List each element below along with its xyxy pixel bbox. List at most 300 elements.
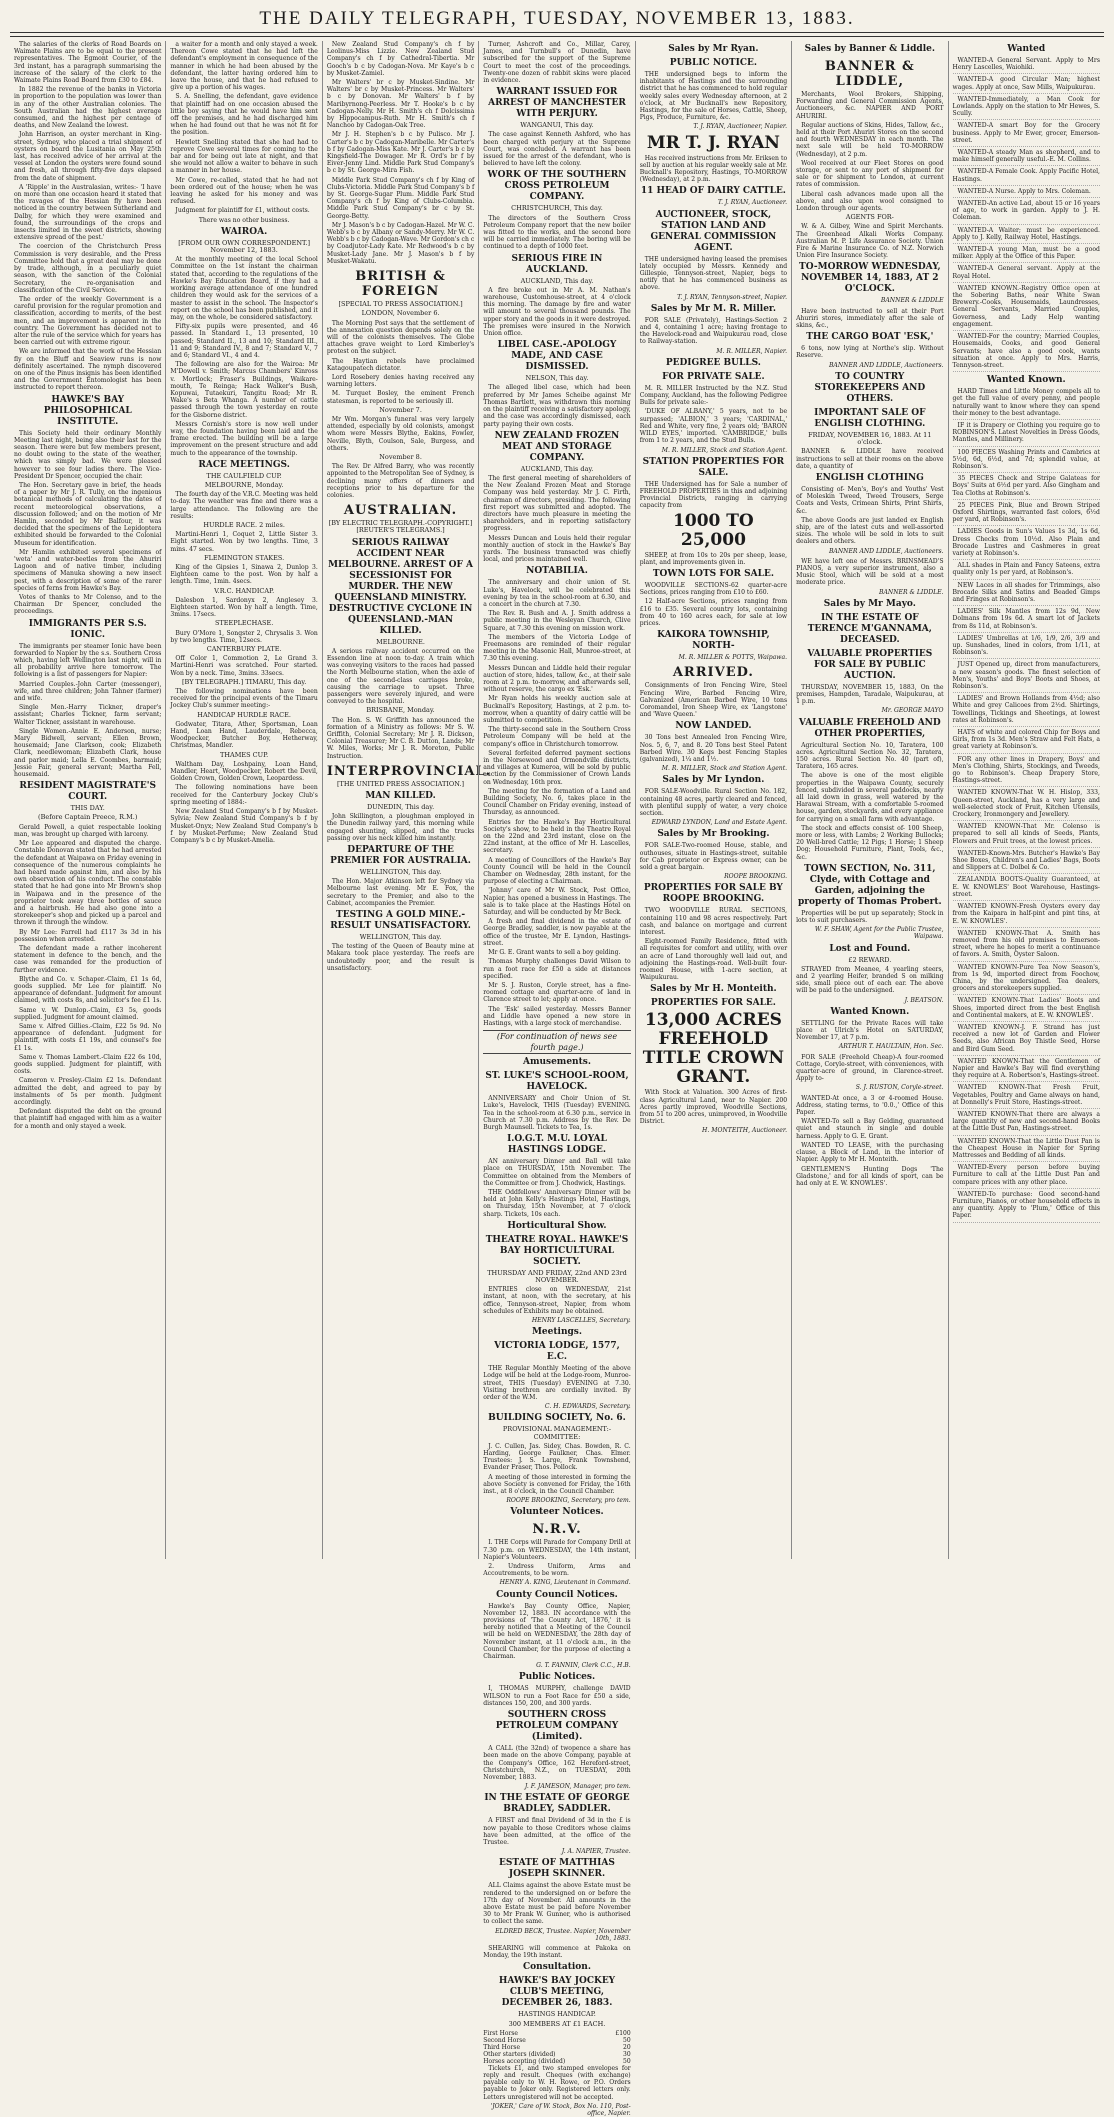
prize-amount: 50 [623, 2036, 631, 2044]
signature: J. BEATSON. [904, 996, 944, 1004]
section-heading: PROPERTIES FOR SALE. [650, 998, 776, 1009]
article-paragraph: Single Men.-Harry Tickner, draper's assistant; Charles Tickner, farm servant; Walter Tickner, assistant in warehouse. [14, 704, 162, 726]
subheading: (Before Captain Preece, R.M.) [38, 813, 138, 822]
article-paragraph: Mr J. Mason's b c by Cadogan-Hazel. Mr W. C. Webb's b c by Albany or Sandy-Merry. Mr W. C. Webb's b c by Cadogan-Wave. Mr Gordon's ch c by Coadjutor-Lady Kate. Mr Redwood's b c by Musket-Lady Jane. Mr J. Mason's b f by Musket-Wakatu. [326, 221, 475, 265]
section-heading: STATION PROPERTIES FOR SALE. [642, 456, 785, 478]
signature: BANNER & LIDDLE [880, 297, 944, 305]
article-paragraph: The anniversary and choir union of St. Luke's, Havelock, will be celebrated this evening by tea in the school-room at 6.30, and a concert in the church at 7.30. [483, 579, 631, 608]
section-heading: LIBEL CASE.-APOLOGY MADE, AND CASE DISMISSED. [497, 340, 617, 373]
signature: ARTHUR T. HAULTAIN, Hon. Sec. [838, 1043, 944, 1051]
article-paragraph: 2. Undress Uniform, Arms and Accoutrements, to be worn. [483, 1563, 631, 1578]
article-paragraph: Martini-Henri 1, Coquet 2, Little Sister 3. Eight started. Won by two lengths. Time, 3 mins. 47 secs. [170, 531, 318, 553]
article-paragraph: This Society held their ordinary Monthly Meeting last night, being also their last for the season. There were but few members present, no doubt owing to the state of the weather, which was simply bad. We were pleased however to see four ladies there. The Vice-President Dr Spencer, occupied the chair. [14, 429, 162, 480]
article-paragraph: King of the Gipsies 1, Sinawa 2, Dunlop 3. Eighteen came to the post. Won by half a length. Time, 1min. 4secs. [170, 564, 318, 586]
article-paragraph: THE Oddfellows' Anniversary Dinner will be held at John Kelly's Hastings Hotel, Hastings, on Thursday, 15th November, at 7 o'clock sharp. Tickets, 10s each. [483, 1188, 631, 1218]
article-paragraph: Regular auctions of Skins, Hides, Tallow, &c., held at their Port Ahuriri Stores on the second and fourth WEDNESDAY in each month. The next sale will be held TO-MORROW (Wednesday), at 2 p.m. [796, 121, 944, 158]
subheading: AUCKLAND, This day. [520, 276, 594, 285]
section-heading: THEATRE ROYAL. HAWKE'S BAY HORTICULTURAL SOCIETY. [485, 1234, 629, 1267]
article-paragraph: THE Undersigned has for Sale a number of FREEHOLD PROPERTIES in this and adjoining Provincial Districts, ranging in carrying capacity from [639, 480, 788, 510]
subheading: HANDICAP HURDLE RACE. [197, 710, 291, 719]
wanted-ad: IF it is Drapery or Clothing you require go to ROBINSON'S. Latest Novelties in Dress Goods, Mantles, and Millinery. [953, 422, 1100, 447]
section-heading: DEPARTURE OF THE PREMIER FOR AUSTRALIA. [330, 845, 471, 867]
article-paragraph: Votes of thanks to Mr Colenso, and to the Chairman Dr Spencer, concluded the proceedings. [14, 594, 162, 616]
section-heading: PEDIGREE BULLS. [665, 357, 761, 368]
article-paragraph: Hewlett Snelling stated that she had had to reprove Cowe several times for coming to the bar and for being out late at night, and that she would not allow a waiter to behave in such a manner in her house. [170, 138, 318, 175]
article-paragraph: A 'Ripple' in the Australasian, writes:- 'I have on more than one occasion heard it stated that the ravages of the Hessian fly have been noticed in the country between Sutherland and Dalby, for which they were examined and found, the surroundings of the crops and insects limited in the sweet districts, showing extensive spread of the pest.' [14, 183, 162, 242]
columns [10, 41, 1104, 2117]
article-paragraph: A fire broke out in Mr A. M. Nathan's warehouse, Customhouse-street, at 4 o'clock this morning. The damage by fire and water will amount to several thousand pounds. The upper story and the goods in it were destroyed. The premises were insured in the Norwich Union office. [483, 286, 631, 338]
section-heading: HAWKE'S BAY JOCKEY CLUB'S MEETING, DECEMBER 26, 1883. [498, 1976, 616, 2009]
signature: HENRY LASCELLES, Secretary. [531, 1316, 631, 1324]
article-paragraph: New Zealand Stud Company's ch f by Leolinus-Miss Lizzie. New Zealand Stud Company's ch f by Cathedral-Tibertia. Mr Gooch's b c by Cadogan-Nova. Mr Kaye's b c by Musket-Zamiel. [326, 41, 475, 77]
wanted-ad: ALL shades in Plain and Fancy Sateens, extra quality only 1s per yard, at Robinson's. [953, 562, 1100, 579]
section-heading: SERIOUS RAILWAY ACCIDENT NEAR MELBOURNE. ARREST OF A SECESSIONIST FOR MURDER. THE NEW QUEENSLAND MINISTRY. DESTRUCTIVE CYCLONE IN QUEENSLAND.-MAN KILLED. [328, 537, 474, 636]
column-4 [478, 41, 634, 2117]
article-paragraph: We are informed that the work of the Hessian fly on the Bluff and Seaview runs is now definitely ascertained. The nymph discovered on one of the Pinus insignis has been identified and the Government Entomologist has been instructed to report thereon. [14, 348, 162, 392]
article-paragraph: Mr Walters' br c by Musket-Sindine. Mr Walters' br c by Musket-Princess. Mr Walters' b c by Donovan. Mr Walters' b f by Maribyrnong-Peerless. Mr T. Hooke's b c by Cadogan-Nelly. Mr H. Smith's ch f Dolcissima by Hippocampus-Ruth. Mr H. Smith's ch f Nanchoo by Cadogan-Oak Tree. [326, 79, 475, 130]
subheading: THURSDAY AND FRIDAY, 22nd AND 23rd NOVEMBER. [487, 1268, 627, 1284]
article-paragraph: AN anniversary Dinner and Ball will take place on THURSDAY, 15th November. The Committee on obtained from the Members of the Committee or from J. Chodwick, Hastings. [483, 1158, 631, 1187]
wanted-ad: LADIES' Umbrellas at 1/6, 1/9, 2/6, 3/9 and up. Sunshades, lined in colors, from 1/11, at Robinson's. [953, 635, 1100, 660]
section-heading: WARRANT ISSUED FOR ARREST OF MANCHESTER WITH PERJURY. [488, 87, 626, 120]
section-heading: PUBLIC NOTICE. [669, 58, 757, 68]
article-paragraph: The 'Esk' sailed yesterday. Messrs Banner and Liddle have opened a new store in Hastings, with a large stock of merchandise. [483, 1005, 631, 1027]
article-paragraph: Eight-roomed Family Residence, fitted with all requisites for comfort and utility, with over an acre of Land thoroughly well laid out, and adjoining the Hastings-road. Well-built four-roomed House, with 1-acre section, at Waipukurau. [639, 938, 788, 982]
section-heading: NEW ZEALAND FROZEN MEAT AND STORAGE COMPANY. [494, 430, 620, 463]
wanted-ad: WANTED-To purchase: Good second-hand Furniture, Pianos, or other household effects in any quantity. Apply to 'Plum,' Office of this Paper. [953, 1191, 1100, 1223]
article-paragraph: A fresh and final dividend in the estate of George Bradley, saddler, is now payable at the office of the trustee, Mr E. Lyndon, Hastings-street. [483, 918, 631, 947]
section-heading: WORK OF THE SOUTHERN CROSS PETROLEUM COMPANY. [487, 170, 627, 203]
article-paragraph: I. THE Corps will Parade for Company Drill at 7.30 p.m. on WEDNESDAY, the 14th instant, Napier's Volunteers. [483, 1539, 631, 1561]
section-heading: I.O.G.T. M.U. LOYAL HASTINGS LODGE. [507, 1134, 607, 1156]
prize-label: Second Horse [483, 2036, 526, 2044]
section-heading: SOUTHERN CROSS PETROLEUM COMPANY (Limited). [495, 1710, 619, 1743]
article-paragraph: Bury O'More 1, Songster 2, Chrysalis 3. Won by two lengths. Time, 12secs. [170, 629, 318, 644]
column-2 [165, 41, 321, 1559]
display-headline: MR T. J. RYAN [646, 132, 780, 153]
wanted-ad: WANTED KNOWN-That the Gentlemen of Napier and Hawke's Bay will find everything they require at A. Robertson's, Hastings-street. [953, 1058, 1100, 1083]
article-paragraph: TWO WOODVILLE RURAL SECTIONS, containing 110 and 98 acres respectively. Part cash, and balance on mortgage and current interest. [639, 907, 788, 937]
subheading: THAMES CUP. [220, 750, 269, 759]
subheading: CANTERBURY PLATE. [206, 645, 282, 654]
prize-amount: 50 [623, 2057, 631, 2065]
subheading: [BY TELEGRAPH.] TIMARU, This day. [182, 677, 307, 686]
subheading: MELBOURNE, Monday. [204, 480, 284, 489]
article-paragraph: A FIRST and final Dividend of 3d in the £ is now payable to those Creditors whose claims have been admitted, at the office of the Trustee. [483, 1817, 631, 1846]
wanted-ad: WANTED-For the country; Married Couples, Housemaids, Cooks, and good General Servants; have also a good cook, wants situation at once. Apply to Mrs. Harris, Tennyson-street. [953, 333, 1100, 372]
continuation-note: (For continuation of news see fourth page.) [483, 1030, 630, 1054]
centered-line: There was no other business. [198, 216, 290, 224]
article-paragraph: The following are also for the Wairoa: Mr M'Dowell v. Smith; Marcus Chambers' Kinross v. Mortlock; Fraser's Buildings, Waikare-mouth, Te Reinga; Hack Walker's Bush, Kopuwai, Tutaekuri, Tangitu Road; Mr R. Wake's s Beta Whanga. A number of cattle passed through the town yesterday en route for the Gisborne district. [170, 361, 318, 419]
article-paragraph: Mr J. H. Stephen's b c by Pulisco. Mr J. Carter's b c by Cadogan-Maribelle. Mr Carter's b f by Cadogan-Miss Kate. Mr J. Carter's b c by Kingsfield-The Dowager. Mr R. Ord's br f by Eiver-Jenny Lind. Middle Park Stud Company's b c by St. George-Mira Fish. [326, 131, 475, 175]
display-headline: 1000 TO 25,000 [673, 510, 754, 550]
section-heading: Horticultural Show. [507, 1220, 607, 1231]
signature: BANNER AND LIDDLE, Auctioneers. [828, 547, 944, 555]
section-heading: Wanted [1007, 44, 1046, 54]
subheading: WANGANUI, This day. [520, 121, 594, 130]
article-paragraph: Properties will be put up separately; Stock in lots to suit purchasers. [796, 909, 944, 925]
wanted-ad: WANTED KNOWN-That W. H. Hislop, 333, Queen-street, Auckland, has a very large and well-selected stock of Fruit, Kitchen Utensils, Crockery, Ironmongery and Jewellery. [953, 789, 1100, 821]
article-paragraph: Gerald Powell, a quiet respectable looking man, was brought up charged with larceny. [14, 823, 162, 838]
article-paragraph: FOR SALE (Freehold Cheap)-A four-roomed Cottage, Coryle-street, with conveniences, with quarter-acre of ground, in Clarence-street. Apply to- [796, 1053, 944, 1083]
article-paragraph: Mr Lee appeared and disputed the charge. Constable Donovan stated that he had arrested the defendant at Waipawa on Friday evening in consequence of the numerous complaints he had heard made against him, and also by his own observation of his conduct. The constable stated that he had gone into Mr Brown's shop in Waipawa and in the presence of the proprietor took away three bottles of sauce and a hairbrush. He had also gone into a storekeeper's shop and picked up a parcel and thrown it through the window. [14, 840, 162, 927]
prize-label: Third Horse [483, 2043, 521, 2051]
article-paragraph: Same v. Thomas Lambert.-Claim £22 6s 10d, goods supplied. Judgment for plaintiff, with costs. [14, 1053, 162, 1076]
wanted-ad: HATS of white and colored Chip for Boys and Girls, from 1s 3d. Men's Straw and Felt Hats, a great variety at Robinson's. [953, 729, 1100, 754]
signature: T. J. RYAN, Auctioneer. [717, 199, 788, 207]
section-heading: TOWN SECTION, No. 311, Clyde, with Cottage and Garden, adjoining the property of Thomas Probert. [797, 863, 942, 907]
article-paragraph: The case against Kenneth Ashford, who has been charged with perjury at the Supreme Court, was concluded. A warrant has been issued for the arrest of the defendant, who is believed to have left the colony. [483, 131, 631, 168]
wanted-ad: LADIES' Silk Mantles from 12s 9d, New Dolmans from 19s 6d. A smart lot of Jackets from 8s 11d, at Robinson's. [953, 608, 1100, 633]
article-paragraph: SHEEP, at from 10s to 20s per sheep, lease, plant, and improvements given in. [639, 551, 788, 566]
article-paragraph: Mr Hamlin exhibited several specimens of 'weta' and water-beetles from the Ahuriri Lagoon and of native timber, including specimens of Manuka showing a new insect pest, with a description of some of the rarer species of ferns from Hawke's Bay. [14, 548, 162, 592]
section-heading: Sales by Mr H. Monteith. [650, 984, 777, 995]
article-paragraph: Consignments of Iron Fencing Wire, Steel Fencing Wire, Barbed Fencing Wire, Galvanized (American Barbed Wire, 10 tons Coromandel, Iron Sheep Wire, ex 'Langstone' and 'Wave Queen.' [639, 682, 788, 719]
article-paragraph: THE undersigned begs to inform the inhabitants of Hastings and the surrounding district that he has commenced to hold regular weekly sales every Wednesday afternoon, at 2 o'clock, at Mr Bucknall's new Repository, Hastings, for the sale of Horses, Cattle, Sheep, Pigs, Produce, Furniture, &c. [639, 71, 788, 122]
section-heading: ST. LUKE'S SCHOOL-ROOM, HAVELOCK. [485, 1071, 629, 1093]
article-paragraph: Middle Park Stud Company's ch f by King of Clubs-Victoria. Middle Park Stud Company's b f by St. George-Sugar Plum. Middle Park Stud Company's ch f by King of Clubs-Columbia. Middle Park Stud Company's br c by St. George-Betty. [326, 176, 475, 220]
section-heading: PROPERTIES FOR SALE BY ROOPE BROOKING. [643, 883, 783, 905]
article-paragraph: Mr Cowe, re-called, stated that he had not been ordered out of the house; when he was leaving he asked for his money and was refused. [170, 176, 318, 206]
section-heading: IMMIGRANTS PER S.S. IONIC. [28, 618, 147, 640]
section-heading: BUILDING SOCIETY, No. 6. [488, 1413, 626, 1424]
article-paragraph: S. A. Snelling, the defendant, gave evidence that plaintiff had on one occasion abused the little boy saying that he would have him sent off the premises, and he had discharged him when he had found out that he was not fit for the position. [170, 93, 318, 137]
subheading: [BY ELECTRIC TELEGRAPH.-COPYRIGHT.] [REUTER'S TELEGRAMS.] [328, 519, 473, 535]
subheading: BRISBANE, Monday. [366, 706, 435, 715]
article-paragraph: Cameron v. Presley.-Claim £2 1s. Defendant admitted the debt, and agreed to pay by instalments of 5s per month. Judgment accordingly. [14, 1077, 162, 1106]
signature: S. J. RUSTON, Coryle-street. [855, 1084, 944, 1092]
article-paragraph: Liberal cash advances made upon all the above, and also upon wool consigned to London through our agents. [796, 190, 944, 213]
wanted-ad: WANTED-Every person before buying Furniture to call at the Little Dust Pan and compare prices with any other place. [953, 1164, 1100, 1189]
signature: H. MONTEITH, Auctioneer. [702, 1127, 788, 1135]
prize-row [483, 2044, 630, 2051]
wanted-ad: WANTED KNOWN-That Ladies' Boots and Shoes, imported direct from the best English and Continental makers, at E. W. KNOWLES'. [953, 997, 1100, 1022]
article-paragraph: a waiter for a month and only stayed a week. Thereon Cowe stated that he had left the defendant's employment in consequence of the manner in which he had been abused by the defendant, the latter having ordered him to leave the house, and that he had refused to give up a portion of his wages. [170, 41, 318, 92]
article-paragraph: The Haytian rebels have proclaimed Katagoupatech dictator. [326, 357, 475, 372]
article-paragraph: Blythe and Co. v. Schaper.-Claim, £1 1s 6d, goods supplied. Mr Lee for plaintiff. No appearance of defendant. Judgment for amount claimed, with costs 8s, and solicitor's fee £1 1s. [14, 975, 162, 1005]
section-heading: IN THE ESTATE OF TERENCE M'GANNAMA, DECEASED. [807, 612, 932, 645]
subheading: AGENTS FOR- [845, 213, 894, 222]
column-7 [948, 41, 1104, 1559]
signature: M. R. MILLER, Stock and Station Agent. [661, 765, 788, 773]
column-5 [635, 41, 791, 1559]
wanted-ad: WANTED-A General Servant. Apply to Mrs Henry Lascelles, Waiohiki. [953, 57, 1100, 74]
wanted-ad: 100 PIECES Washing Prints and Cambrics at 5½d, 6d, 6½d, and 7d; splendid value, at Robinson's. [953, 449, 1100, 474]
article-paragraph: W. & A. Gilbey, Wine and Spirit Merchants. The Greenhead Alkali Works Company. Australian M. P. Life Assurance Society. Union Fire & Marine Insurance Co. of N.Z. Norwich Union Fire Insurance Society. [796, 223, 944, 260]
article-paragraph: GENTLEMEN'S Hunting Dogs 'The Gladstone,' and for all kinds of sport, can be had only at E. W. KNOWLES'. [796, 1165, 944, 1187]
subheading: NELSON, This day. [525, 374, 589, 383]
signature: ROOPE BROOKING, Secretary, pro tem. [506, 1497, 631, 1505]
section-heading: WAIROA. [221, 226, 268, 237]
prize-row [483, 2030, 630, 2037]
prize-row [483, 2051, 630, 2058]
subheading: £2 REWARD. [848, 955, 892, 964]
wanted-ad: WANTED-A Nurse. Apply to Mrs. Coleman. [953, 188, 1100, 198]
section-heading: RACE MEETINGS. [198, 459, 290, 470]
article-paragraph: New Zealand Stud Company's b f by Musket-Sylvia; New Zealand Stud Company's b f by Musket-Onyx; New Zealand Stud Company's b f by Musket-Perfume; New Zealand Stud Company's b c by Musket-Amelia. [170, 808, 318, 844]
section-heading: HAWKE'S BAY PHILOSOPHICAL INSTITUTE. [43, 394, 132, 427]
article-paragraph: ANNIVERSARY and Choir Union of St. Luke's, Havelock, THIS (Tuesday) EVENING. Tea in the school-room at 6.30 p.m., service in Church at 7.30 p.m. Address by the Rev. De Burgh Maunsell. Tickets to Tea, 1s. [483, 1095, 631, 1131]
article-paragraph: The members of the Victoria Lodge of Freemasons are reminded of their regular meeting in the Masonic Hall, Munroe-street, at 7.30 this evening. [483, 633, 631, 663]
article-paragraph: 30 Tons best Annealed Iron Fencing Wire, Nos. 5, 6, 7, and 8. 20 Tons best Steel Patent Barbed Wire. 30 Kegs best Fencing Staples (galvanized), 1¼ and 1½. [639, 734, 788, 763]
wanted-ad: WANTED KNOWN-That Fresh Fruit, Vegetables, Poultry and Game always on hand, at Donnelly's Fruit Store, Hastings-street. [953, 1084, 1100, 1109]
section-heading: NOW LANDED. [675, 721, 752, 732]
article-paragraph: The thirty-second sale in the Southern Cross Petroleum Company will be held at the company's office in Christchurch tomorrow. [483, 726, 631, 748]
display-headline: 13,000 ACRES FREEHOLD TITLE CROWN GRANT. [642, 1010, 784, 1088]
section-heading: Sales by Mr Ryan. [668, 44, 759, 54]
article-paragraph: FOR SALE (Privately), Hastings-Section 2 and 4, containing 1 acre; having frontage to the Havelock-road and Waipukurau road, close to Railway-station. [639, 316, 788, 346]
article-paragraph: The fourth day of the V.R.C. Meeting was held to-day. The weather was fine and there was a large attendance. The following are the results: [170, 491, 318, 520]
article-paragraph: The first general meeting of shareholders of the New Zealand Frozen Meat and Storage Company was held yesterday. Mr J. C. Firth, chairman of directors, presiding. The following first report was submitted and adopted. The directors have much pleasure in meeting the shareholders, and in reporting satisfactory progress. [483, 474, 631, 533]
article-paragraph: Have been instructed to sell at their Port Ahuriri stores, immediately after the sale of skins, &c., [796, 307, 944, 330]
wanted-ad: NEW Laces in all shades for Trimmings, also Brocade Silks and Satins and Beaded Gimps and Fringes at Robinson's. [953, 582, 1100, 607]
article-paragraph: Several forfeited deferred payment sections in the Norsewood and Ormondville districts, and villages at Kumeroa, will be sold by public auction by the Commissioner of Crown Lands on Wednesday, 16th prox. [483, 749, 631, 786]
article-paragraph: The Rev. R. Bush and A. J. Smith address a public meeting in the Wesleyan Church, Clive Square, at 7.30 this evening on mission work. [483, 610, 631, 632]
section-heading: Volunteer Notices. [510, 1507, 604, 1518]
signature: G. T. FANNIN, Clerk C.C., H.B. [536, 1662, 631, 1670]
wanted-ad: WANTED-A young Man, must be a good milker. Apply at the Office of this Paper. [953, 246, 1100, 263]
section-heading: Meetings. [531, 1327, 582, 1338]
wanted-ad: 25 PIECES Pink, Blue and Brown Striped Oxford Shirtings, warranted fast colors, 6½d per yard, at Robinson's. [953, 502, 1100, 527]
section-heading: Sales by Mr Brooking. [657, 829, 770, 840]
section-heading: ENGLISH CLOTHING [815, 472, 924, 483]
wanted-ad: FOR any other lines in Drapery, Boys' and Men's Clothing, Shirts, Stockings, and Tweeds, go to Robinson's. Cheap Drapery Store, Hastings-street. [953, 756, 1100, 788]
article-paragraph: Mr Ryan holds his weekly auction sale at Bucknall's Repository, Hastings, at 2 p.m. to-morrow, when a quantity of dairy cattle will be submitted to competition. [483, 695, 631, 724]
article-paragraph: Merchants, Wool Brokers, Shipping, Forwarding and General Commission Agents, Auctioneers, &c. NAPIER AND PORT AHURIRI. [796, 91, 944, 120]
article-paragraph: A meeting of those interested in forming the above Society is convened for Friday, the 16th inst., at 8 o'clock, in the Council Chamber. [483, 1473, 631, 1496]
article-paragraph: Single Women.-Annie E. Anderson, nurse; Mary Bidwell, servant; Ellen Brown, housemaid; Jane Clarkson, cook; Elizabeth Clark, needlewoman; Elizabeth Clark, house and parlor maid; Lella E. Coombes, barmaid; Jessie Fair, general servant; Martha Fell, housemaid. [14, 727, 162, 779]
signature: BANNER & LIDDLE. [878, 588, 944, 596]
subheading: AUCKLAND, This day. [520, 464, 594, 473]
subheading: MELBOURNE. [376, 637, 425, 646]
section-heading: RESIDENT MAGISTRATE'S COURT. [19, 781, 156, 803]
section-heading: MAN KILLED. [365, 791, 436, 802]
article-paragraph: Messrs Cornish's store is now well under way, the foundation having been laid and the frame erected. The building will be a large improvement on the present structure and add much to the appearance of the township. [170, 420, 318, 457]
section-heading: VALUABLE FREEHOLD AND OTHER PROPERTIES, [798, 717, 941, 739]
wanted-ad: WANTED KNOWN-That Mr. Colenso is prepared to sell all kinds of Seeds, Plants, Flowers and Fruit trees, at the lowest prices. [953, 823, 1100, 848]
article-paragraph: By Mr Lee: Farrell had £117 3s 3d in his possession when arrested. [14, 928, 162, 943]
section-title: AUSTRALIAN. [343, 503, 458, 519]
section-heading: Sales by Mr M. R. Miller. [650, 303, 776, 314]
article-paragraph: Judgment for plaintiff for £1, without costs. [175, 207, 310, 215]
article-paragraph: The meeting for the formation of a Land and Building Society, No. 6, takes place in the Council Chamber on Friday evening, instead of Thursday, as announced. [483, 787, 631, 817]
article-paragraph: A serious railway accident occurred on the Essendon line at noon to-day. A train which was conveying visitors to the races had passed the North Melbourne station, when the axle of one of the second-class carriages broke, causing the carriage to upset. Three passengers were severely injured, and were conveyed to the hospital. [326, 647, 475, 706]
section-heading: SERIOUS FIRE IN AUCKLAND. [511, 253, 603, 275]
wanted-ad: LADIES' and Brown Hollands from 4½d; also White and grey Calicoes from 2½d. Shirtings, Towellings, Tickings and Sheetings, at lowest rates at Robinson's. [953, 695, 1100, 727]
wanted-ad: WANTED-A smart Boy for the Grocery business. Apply to Mr Ewer, grocer, Emerson-street. [953, 122, 1100, 147]
article-paragraph: ALL Claims against the above Estate must be rendered to the undersigned on or before the 17th day of November. All amounts in the above Estate must be paid before November 30 to Mr Frank W. Gunner, who is authorised to collect the same. [483, 1882, 631, 1926]
signature: W. F. SHAW, Agent for the Public Trustee, Waipawa. [814, 926, 944, 941]
signature: C. H. EDWARDS, Secretary. [544, 1403, 631, 1411]
subheading: V.R.C. HANDICAP. [214, 586, 275, 595]
article-paragraph: A meeting of Councillors of the Hawke's Bay County Council will be held in the Council Chamber on Wednesday, 28th instant, for the purpose of electing a Chairman. [483, 856, 631, 886]
article-paragraph: Mr Wm. Morgan's funeral was very largely attended, especially by old colonists, amongst whom were Messrs Blythe, Eakins, Fowler, Neville, Blyth, Coulson, Sale, Burgess, and others. [326, 415, 475, 452]
section-heading: Wanted Known. [830, 1006, 910, 1017]
article-paragraph: In 1882 the revenue of the banks in Victoria in proportion to the population was lower than in any of the other Australian colonies. The South Australian had the highest average consumed, and the highest per centage of deaths, and New Zealand the lowest. [14, 86, 162, 130]
subheading: November 7. [379, 405, 422, 414]
article-paragraph: The salaries of the clerks of Road Boards on Waimate Plains are to be equal to the present representatives. The Egmont Courier, of the 3rd instant, has a paragraph summarising the increase of the salary of the clerk to the Waimate Plains Road Board from £30 to £84. [14, 41, 162, 85]
section-heading: 11 HEAD OF DAIRY CATTLE. [640, 186, 786, 197]
column-3 [322, 41, 492, 1559]
article-paragraph: Mr S. J. Ruston, Coryle street, has a fine-roomed cottage and quarter-acre of land in Clarence street to let; apply at once. [483, 981, 631, 1004]
subheading: HASTINGS HANDICAP. [518, 2010, 596, 2019]
signature: T. J. RYAN, Auctioneer, Napier. [693, 123, 788, 131]
article-paragraph: Godwater, Titara, Ather, Sportsman, Loan Hand, Loan Hand, Lauderdale, Rebecca, Woodpecker, Butcher Boy, Hetherway, Christmas, Mandler. [170, 720, 318, 750]
article-paragraph: The Morning Post says that the settlement of the annexation question depends solely on the will of the colonists themselves. The Globe attaches grave weight to Lord Kimberley's protest on the subject. [326, 319, 475, 356]
article-paragraph: Dalesbon 1, Sardonyx 2, Anglesey 3. Eighteen started. Won by half a length. Time, 3mins. 17secs. [170, 596, 318, 619]
signature: ROOPE BROOKING. [724, 873, 788, 881]
article-paragraph: The defendant made a rather incoherent statement in defence to the bench, and the case was remanded for the production of further evidence. [14, 944, 162, 974]
article-paragraph: Married Couples.-John Carter (messenger), wife, and three children; John Tahner (farmer) and wife. [14, 680, 162, 703]
wanted-ad: WANTED KNOWN-That A. Smith has removed from his old premises to Emerson-street, where he hopes to merit a continuance of favors. A. Smith, Oyster Saloon. [953, 930, 1100, 962]
wanted-ad: ZEALANDIA BOOTS-Quality Guaranteed, at E. W. KNOWLES' Boot Warehouse, Hastings-street. [953, 876, 1100, 901]
prize-table [483, 2030, 630, 2065]
article-paragraph: The following nominations have been received for the Canterbury Jockey Club's spring meeting of 1884:- [170, 784, 318, 806]
signature: ELDRED BECK, Trustee. Napier, November 10th, 1883. [495, 1927, 631, 1942]
article-paragraph: The above Goods are just landed ex English ship, are of the latest cuts and well-assorted sizes. The whole will be sold in lots to suit dealers and others. [796, 516, 944, 546]
wanted-ad: WANTED KNOWN-That the Little Dust Pan is the Cheapest House in Napier for Spring Mattresses and Bedding of all kinds. [953, 1138, 1100, 1163]
prize-label: First Horse [483, 2029, 518, 2037]
signature: BANNER AND LIDDLE, Auctioneers. [828, 361, 944, 369]
section-title: ARRIVED. [672, 665, 754, 681]
article-paragraph: 12 Half-acre Sections, prices ranging from £16 to £35. Several country lots, containing from 40 to 160 acres each, for sale at low prices. [639, 598, 788, 627]
subheading: THIS DAY. [70, 804, 105, 813]
article-paragraph: The stock and effects consist of- 100 Sheep, more or less, with Lambs; 2 Working Bullocks; 20 Well-bred Cattle; 12 Pigs; 1 Horse; 1 Sheep Dog; Household Furniture, Plant, Tools, &c., &c. [796, 824, 944, 861]
article-paragraph: I, THOMAS MURPHY, challenge DAVID WILSON to run a Foot Race for £50 a side, distances 150, 200, and 300 yards. [483, 1685, 631, 1707]
subheading: STEEPLECHASE. [214, 619, 274, 628]
wanted-ad: WANTED KNOWN-Pure Tea Now Season's, from 1s 9d, imported direct from Foochow, China, by the undersigned. Tea dealers, grocers and storekeepers supplied. [953, 964, 1100, 996]
article-paragraph: Same v. W. Dunlop.-Claim, £3 5s, goods supplied. Judgment for amount claimed. [14, 1006, 162, 1021]
masthead-rule [10, 32, 1104, 37]
article-paragraph: Agricultural Section No. 10, Taratera, 100 acres. Agricultural Section No. 32, Taratera, 150 acres. Rural Section No. 40 (part of), Taratera, 165 acres. [796, 741, 944, 771]
article-paragraph: Turner, Ashcroft and Co., Millar, Carey, James, and Turnbull's of Dunedin, have subscribed for the support of the Supreme Court to meet the cost of the proceedings. Twenty-one dozen of rabbit skins were placed in evidence. [483, 41, 631, 85]
wanted-ad: WANTED KNOWN-J. F. Strand has just received a new lot of Garden and Flower Seeds, also African Boy Thistle Seed, Horse and Bird Gum Seed. [953, 1024, 1100, 1056]
article-paragraph: With Stock at Valuation. 300 Acres of first-class Agricultural Land, near to Napier. 200 Acres partly improved, Woodville Sections, from 51 to 200 acres, unimproved, in Woodville District. [639, 1089, 788, 1126]
column-6 [791, 41, 947, 1559]
wanted-ad: WANTED KNOWN-That there are always a large quantity of new and second-hand Books at the Little Dust Pan, Hastings-street. [953, 1111, 1100, 1136]
article-paragraph: WANTED-At once, a 3 or 4-roomed House. Address, stating terms, to '0.0.,' Office of this Paper. [796, 1094, 944, 1117]
section-heading: THE CARGO BOAT 'ESK,' [806, 332, 934, 343]
subheading: November 8. [379, 452, 422, 461]
section-heading: VICTORIA LODGE, 1577, E.C. [494, 1341, 620, 1363]
section-heading: NOTABILIA. [526, 566, 588, 577]
wanted-ad: WANTED-Immediately, a Man Cook for Lowlands. Apply on the station to Mr Hewes, S. Scully. [953, 96, 1100, 121]
article-paragraph: Waltham Day, Loshpainy, Loan Hand, Mandler, Heart, Woodpecker, Robert the Devil, Golden Crown, Golden Crown, Leopardess. [170, 760, 318, 783]
signature: M. R. MILLER & POTTS, Waipawa. [678, 654, 788, 662]
subheading: [THE UNITED PRESS ASSOCIATION.] [336, 779, 465, 788]
article-paragraph: STRAYED from Meanee, 4 yearling steers, and 2 yearling Heifer, branded S on milking side, small piece out of each ear. The above will be paid to the undersigned. [796, 965, 944, 995]
article-paragraph: ENTRIES close on WEDNESDAY, 21st instant, at noon, with the secretary, at his office, Tennyson-street, Napier, from whom schedules of Exhibits may be obtained. [483, 1286, 631, 1315]
article-paragraph: Messrs Duncan and Liddle held their regular auction of store, hides, tallow, &c., at their sale room at 2 p.m. to-morrow, and afterwards sell, without reserve, the cargo ex 'Esk.' [483, 664, 631, 694]
article-paragraph: The coercion of the Christchurch Press Commission is very desirable, and the Press Committee hold that a great deal may be done by trade, although, in a peculiarly quiet season, with the sanction of the Colonial Secretary, the re-organisation and classification of the Civil Service. [14, 243, 162, 294]
section-heading: TOWN LOTS FOR SALE. [652, 568, 774, 579]
section-heading: Sales by Mr Lyndon. [662, 775, 765, 786]
article-paragraph: The above is one of the most eligible properties in the Waipawa County, securely fenced, subdivided in several paddocks, nearly all laid down in grass, well watered by the Harawai Stream, with a comfortable 5-roomed house, garden, stockyards, and every appliance for carrying on a small farm with advantage. [796, 772, 944, 823]
signature: M. R. MILLER, Napier. [716, 347, 788, 355]
article-paragraph: THE Regular Monthly Meeting of the above Lodge will be held at the Lodge-room, Munroe-street, THIS (Tuesday) EVENING at 7.30. Visiting brethren are cordially invited. By order of the W.M. [483, 1365, 631, 1401]
article-paragraph: BANNER & LIDDLE have received instructions to sell at their rooms on the above date, a quantity of [796, 448, 944, 470]
article-paragraph: The testing of the Queen of Beauty mine at Makara took place yesterday. The reefs are undoubtedly poor, and the result is unsatisfactory. [326, 943, 475, 972]
subheading: [SPECIAL TO PRESS ASSOCIATION.] [338, 300, 463, 309]
article-paragraph: Messrs Duncan and Louis held their regular monthly auction of stock in the Hawke's Bay yards. The business transacted was chiefly local, and prices maintained well. [483, 534, 631, 564]
article-paragraph: Mr G. E. Grant wants to sell a boy gelding. [488, 949, 621, 957]
section-heading: Sales by Mr Mayo. [823, 598, 916, 609]
article-paragraph: M. Turquet Bosley, the eminent French statesman, is reported to be seriously ill. [326, 390, 475, 405]
section-title: N.R.V. [532, 1522, 582, 1538]
subheading: CHRISTCHURCH, This day. [511, 204, 603, 213]
section-title: BANNER & LIDDLE, [824, 59, 915, 89]
subheading: WELLINGTON, This day. [359, 868, 442, 877]
prize-label: Other starters (divided) [483, 2050, 556, 2058]
prize-row [483, 2037, 630, 2044]
signature: EDWARD LYNDON, Land and Estate Agent. [651, 819, 788, 827]
wanted-ad: LADIES Goods in Sun's Values 1s 3d, 1s 6d, Dress Checks from 10½d. Also Plain and Brocade Lustres and Cashmeres in great variety at Robinson's. [953, 528, 1100, 560]
wanted-ad: WANTED-A good Circular Man; highest wages. Apply at once, Saw Mills, Waipukurau. [953, 76, 1100, 93]
wanted-ad: WANTED-Known-Mrs. Butcher's Hawke's Bay Shoe Boxes, Children's and Ladies' Bags, Boots and Slippers at C. Dolbel & Co. [953, 850, 1100, 875]
signature: 'JOKER,' Care of W. Stock, Box No. 110, Post-office, Napier. [490, 2102, 631, 2117]
section-heading: County Council Notices. [496, 1589, 618, 1600]
wanted-ad: HARD Times and Little Money compels all to get the full value of every penny, and people naturally want to know where they can spend their money to the best advantage. [953, 388, 1100, 420]
article-paragraph: The following nominations have been received for the principal events of the Timaru Jockey Club's summer meeting:- [170, 688, 318, 710]
signature: HENRY A. KING, Lieutenant in Command. [499, 1579, 631, 1587]
article-paragraph: Same v. Alfred Gillies.-Claim, £22 5s 9d. No appearance of defendant. Judgment for plaintiff, with costs £1 19s, and counsel's fee £1 1s. [14, 1022, 162, 1052]
subheading: LONDON, November 6. [361, 309, 440, 318]
section-title: INTERPROVINCIAL. [326, 763, 492, 779]
section-heading: Lost and Found. [829, 943, 911, 954]
article-paragraph: John Harrison, an oyster merchant in King-street, Sydney, who placed a trial shipment of oysters on board the Lusitania on May 25th last, has received advice of her arrival at the vessel at London the oysters were found sound and fresh, all through fifty-five days elapsed from the date of shipment. [14, 131, 162, 182]
signature: M. R. MILLER, Stock and Station Agent. [661, 446, 788, 454]
article-paragraph: 'Johnny' care of Mr W. Stock, Post Office, Napier, has opened a business in Hastings. The sale is to take place at the Hastings Hotel on Saturday, and will be conducted by Mr Beck. [483, 887, 631, 917]
signature: Mr. GEORGE MAYO [881, 707, 944, 715]
subheading: FLEMINGTON STAKES. [204, 553, 285, 562]
article-paragraph: WANTED TO LEASE, with the purchasing clause, a Block of Land, in the interior of Napier. Apply to Mr H. Monteith. [796, 1141, 944, 1164]
prize-amount: 20 [623, 2043, 631, 2051]
article-paragraph: Wool received at our Fleet Stores on good storage, or sent to any port of shipment for sale or for shipment to London, at current rates of commission. [796, 159, 944, 189]
article-paragraph: Thomas Murphy challenges David Wilson to run a foot race for £50 a side at distances specified. [483, 958, 631, 980]
subheading: 300 MEMBERS AT £1 EACH. [508, 2019, 606, 2028]
article-paragraph: The Hon. S. W. Griffith has announced the formation of a Ministry as follows: Mr S. W. Griffith, Colonial Secretary; Mr J. R. Dickson, Colonial Treasurer; Mr C. B. Dutton, Lands; Mr W. Miles, Works; Mr J. R. Moreton, Public Instruction. [326, 716, 475, 760]
subheading: PROVISIONAL MANAGEMENT:- COMMITTEE: [502, 1425, 612, 1441]
article-paragraph: Has received instructions from Mr. Eriksen to sell by auction at his regular weekly sale at Mr. Bucknall's Repository, Hastings, TO-MORROW (Wednesday), at 2 p.m. [639, 154, 788, 184]
signature: T. J. RYAN, Tennyson-street, Napier. [677, 293, 788, 301]
wanted-ad: WANTED KNOWN-Fresh Oysters every day from the Kaipara in half-pint and pint tins, at E. W. KNOWLES'. [953, 903, 1100, 928]
prize-amount: 30 [623, 2050, 631, 2058]
section-heading: ESTATE OF MATTHIAS JOSEPH SKINNER. [499, 1858, 615, 1880]
article-paragraph: Off Color 1, Commotion 2, Le Grand 3. Martini-Henri was scratched. Four started. Won by a neck. Time, 3mins. 33secs. [170, 655, 318, 677]
article-paragraph: Entries for the Hawke's Bay Horticultural Society's show, to be held in the Theatre Royal on the 22nd and 23rd instant, close on the 22nd instant, at the office of Mr H. Lascelles, secretary. [483, 818, 631, 855]
article-paragraph: THE undersigned having leased the premises lately occupied by Messrs. Kennedy and Gillespie, Tennyson-street, Napier, begs to notify that he has commenced business as above. [639, 255, 788, 292]
article-paragraph: THURSDAY, NOVEMBER 15, 1883, On the premises, Hampden, Taradale, Waipukurau, at 1 p.m. [796, 683, 944, 706]
article-paragraph: FOR SALE-Woodville. Rural Section No. 182, containing 48 acres, partly cleared and fenced, with plentiful supply of water, a very choice section. [639, 788, 788, 817]
section-heading: AUCTIONEER, STOCK, STATION LAND AND GENERAL COMMISSION AGENT. [650, 209, 777, 253]
signature: J. A. NAPIER, Trustee. [561, 1848, 631, 1856]
wanted-ad: JUST Opened up, direct from manufacturers, a new season's goods. The finest selection of Men's, Youths' and Boys' Boots and Shoes, at Robinson's. [953, 661, 1100, 693]
article-paragraph: A CALL (the 32nd) of twopence a share has been made on the above Company, payable at the Company's Office, 162 Hereford-street, Christchurch, N.Z., on TUESDAY, 20th November, 1883. [483, 1745, 631, 1781]
column-1 [10, 41, 165, 1559]
article-paragraph: The directors of the Southern Cross Petroleum Company report that the new boiler was fitted to the works, and the second bore will be carried immediately. The boring will be continued to a depth of 1000 feet. [483, 214, 631, 251]
section-heading: TO-MORROW WEDNESDAY, NOVEMBER 14, 1883, AT 2 O'CLOCK. [799, 262, 941, 295]
wanted-ad: WANTED-A steady Man as shepherd, and to make himself generally useful.-E. M. Collins. [953, 149, 1100, 166]
section-heading: Amusements. [522, 1057, 591, 1068]
prize-label: Horses accepting (divided) [483, 2057, 566, 2065]
article-paragraph: Fifty-six pupils were presented, and 46 passed. In Standard I., 13 presented, 10 passed; Standard II., 13 and 10; Standard III., 11 and 9; Standard IV., 8 and 7; Standard V., 7 and 6; Standard VI., 4 and 4. [170, 323, 318, 359]
section-heading: KAIKORA TOWNSHIP, NORTH- [657, 630, 770, 652]
article-paragraph: The Hon. Major Atkinson left for Sydney via Melbourne last evening. Mr E. Fox, the secretary to the Premier, and also to the Cabinet, accompanies the Premier. [326, 878, 475, 907]
masthead: THE DAILY TELEGRAPH, TUESDAY, NOVEMBER 13, 1883. [259, 8, 855, 29]
article-paragraph: The Hon. Secretary gave in brief, the heads of a paper by Mr J. R. Tully, on the ingenious botanical methods of calculating the dates of recent meteorological observations, a discussion followed; and on the motion of Mr Hamlin, seconded by Mr Balfour, it was decided that the specimens of the Lepidoptera exhibited should be forwarded to the Colonial Museum for identification. [14, 481, 162, 547]
article-paragraph: John Skillington, a ploughman employed in the Dunedin railway yard, this morning while engaged shunting, slipped, and the trucks passing over his neck killed him instantly. [326, 813, 475, 842]
prize-row [483, 2058, 630, 2065]
